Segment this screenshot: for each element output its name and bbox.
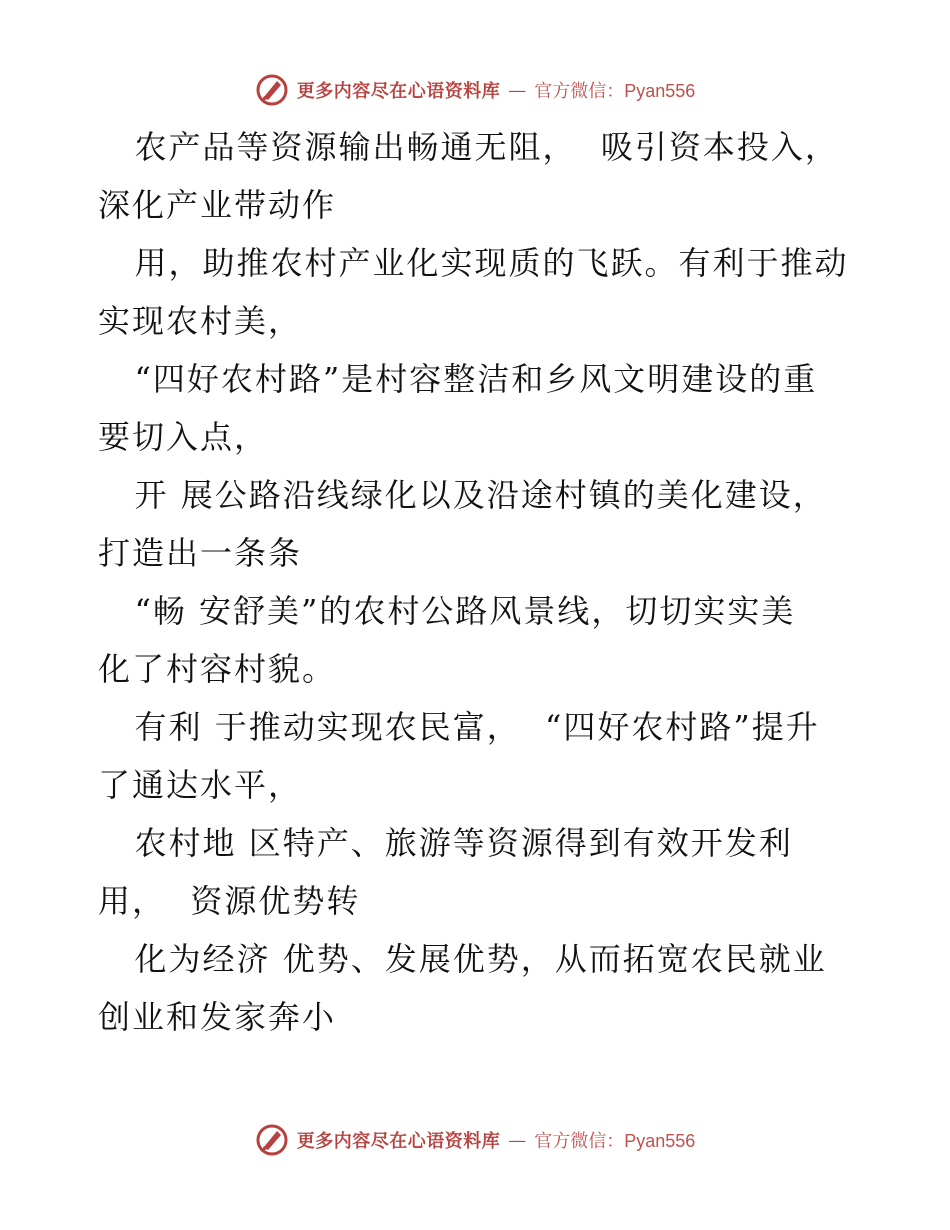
text-line: 创业和发家奔小 (98, 998, 337, 1036)
footer-brand: 更多内容尽在心语资料库 (296, 1131, 501, 1152)
footer-contact (534, 1127, 695, 1153)
header-separator: — (508, 79, 527, 101)
text-line: 了通达水平， (98, 766, 303, 804)
header-watermark (0, 70, 950, 110)
text-line: 化了村容村貌。 (98, 650, 337, 688)
header-contact-label: 官方微信： (534, 81, 625, 102)
text-line: 用，助推农村产业化实现质的飞跃。有利于推动 (98, 244, 849, 282)
footer-separator: — (508, 1129, 527, 1151)
pen-logo-icon (255, 1123, 289, 1157)
text-line: 有利 于推动实现农民富， “四好农村路”提升 (98, 708, 820, 746)
text-line: 农村地 区特产、旅游等资源得到有效开发利 (98, 824, 793, 862)
text-line: “畅 安舒美”的农村公路风景线，切切实实美 (98, 592, 796, 630)
footer-contact-id: Pyan556 (624, 1131, 696, 1151)
text-line: 用， 资源优势转 (98, 882, 361, 920)
header-brand: 更多内容尽在心语资料库 (296, 81, 501, 102)
text-line: 开 展公路沿线绿化以及沿途村镇的美化建设， (98, 476, 827, 514)
text-line: 深化产业带动作 (98, 186, 337, 224)
text-line: “四好农村路”是村容整洁和乡风文明建设的重 (98, 360, 818, 398)
header-contact (534, 77, 695, 103)
text-line: 要切入点， (98, 418, 269, 456)
footer-watermark (0, 1120, 950, 1160)
header-contact-id: Pyan556 (624, 81, 696, 101)
text-line: 农产品等资源输出畅通无阻， 吸引资本投入， (98, 128, 839, 166)
footer-contact-label: 官方微信： (534, 1131, 625, 1152)
pen-logo-icon (255, 73, 289, 107)
document-body (98, 118, 858, 1046)
text-line: 打造出一条条 (98, 534, 303, 572)
text-line: 化为经济 优势、发展优势，从而拓宽农民就业 (98, 940, 827, 978)
text-line: 实现农村美， (98, 302, 303, 340)
